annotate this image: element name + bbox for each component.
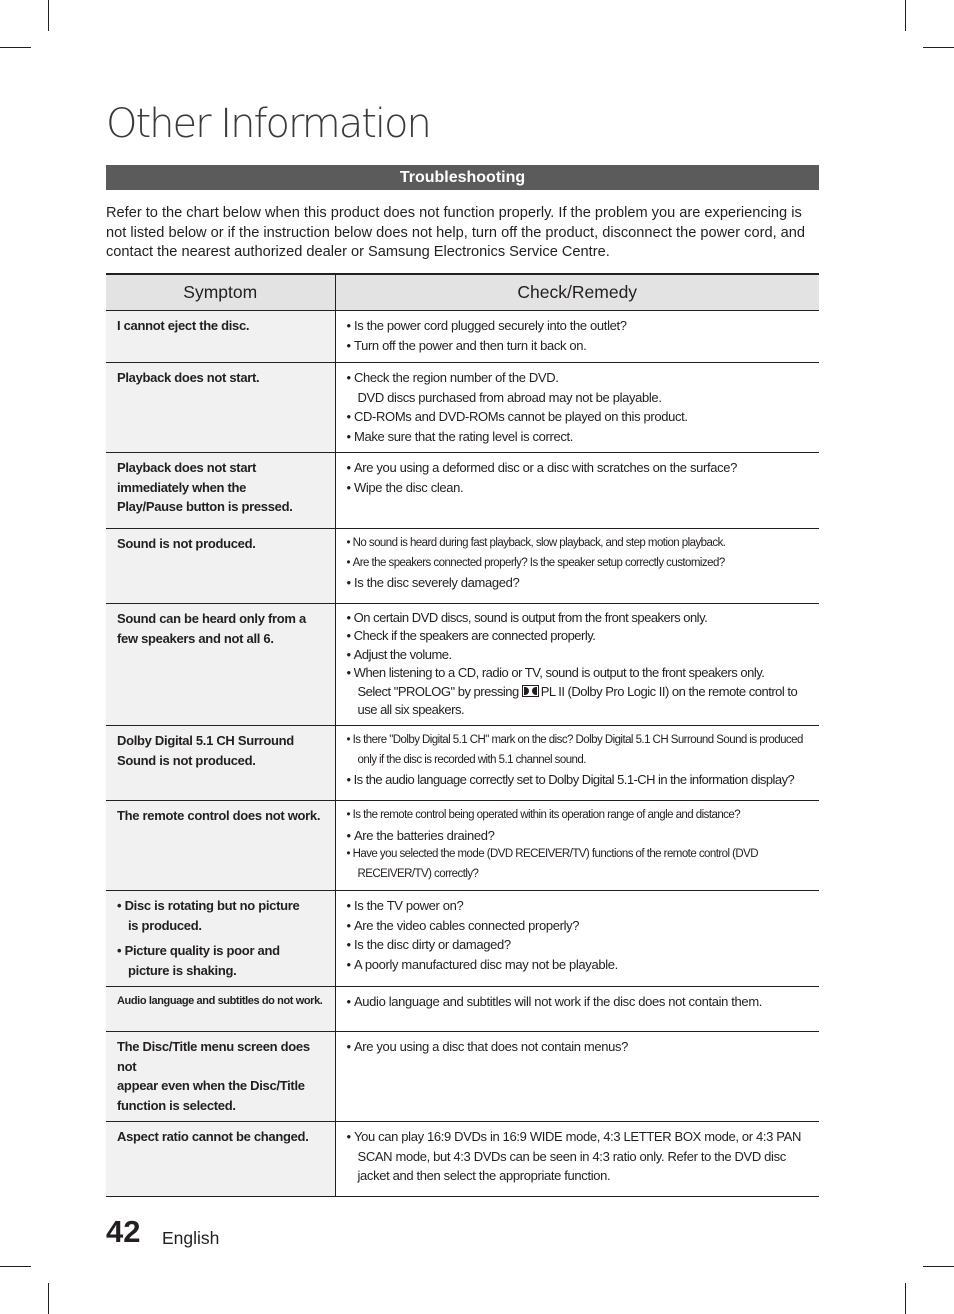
table-row — [106, 891, 819, 987]
symptom-cell — [106, 529, 335, 604]
remedy-cell — [335, 1122, 819, 1197]
remedy-cell — [335, 726, 819, 801]
crop-mark — [923, 1266, 954, 1267]
remedy-item: • Make sure that the rating level is correct. — [347, 427, 814, 447]
symptom-text: appear even when the Disc/Title — [117, 1078, 305, 1094]
crop-mark — [48, 1283, 49, 1314]
table-row — [106, 363, 819, 453]
remedy-item: • Is the audio language correctly set to Dolby Digital 5.1-CH in the information display? — [347, 770, 814, 790]
remedy-cell — [335, 604, 819, 726]
symptom-cell — [106, 801, 335, 891]
symptom-text: • Picture quality is poor and picture is shaking. — [117, 941, 305, 980]
table-row — [106, 726, 819, 801]
remedy-item: • Is the remote control being operated within its operation range of angle and distance? — [347, 806, 814, 826]
remedy-item: • Wipe the disc clean. — [347, 478, 814, 498]
symptom-text: • Disc is rotating but no picture is produced. — [117, 896, 305, 935]
remedy-header: Check/Remedy — [335, 274, 819, 311]
remedy-text: DVD discs purchased from abroad may not be playable. — [357, 389, 662, 405]
remedy-item: • Are the speakers connected properly? Is the speaker setup correctly customized? — [347, 554, 814, 574]
remedy-cell — [335, 891, 819, 987]
symptom-cell — [106, 1032, 335, 1122]
intro-paragraph: Refer to the chart below when this product does not function properly. If the problem you are experiencing is not listed below or if the instruction below does not help, turn off the product, disconnect the power cord, and contact the nearest authorized dealer or Samsung Electronics Service Centre. — [106, 205, 806, 261]
table-header-row — [106, 274, 819, 311]
symptom-cell — [106, 453, 335, 529]
remedy-item: • Have you selected the mode (DVD RECEIVER/TV) functions of the remote control (DVD RECEIVER/TV) correctly? — [347, 845, 814, 884]
remedy-item: • Is there "Dolby Digital 5.1 CH" mark on the disc? Dolby Digital 5.1 CH Surround Sound is produced only if the disc is recorded with 5.1 channel sound. — [347, 731, 814, 770]
crop-mark — [0, 47, 31, 48]
remedy-cell — [335, 311, 819, 363]
table-row — [106, 311, 819, 363]
table-row — [106, 801, 819, 891]
table-row — [106, 1122, 819, 1197]
remedy-item: • Check if the speakers are connected properly. — [347, 627, 814, 645]
remedy-text: Select "PROLOG" by pressing — [357, 683, 519, 699]
symptom-text: Sound is not produced. — [117, 536, 256, 551]
remedy-item: • You can play 16:9 DVDs in 16:9 WIDE mode, 4:3 LETTER BOX mode, or 4:3 PAN SCAN mode, but 4:3 DVDs can be seen in 4:3 ratio only. Refer to the DVD disc jacket and then select the appropriate function. — [347, 1127, 814, 1186]
symptom-text: Playback does not start — [117, 460, 257, 475]
remedy-item: • Adjust the volume. — [347, 646, 814, 664]
remedy-cell — [335, 1032, 819, 1122]
symptom-cell — [106, 891, 335, 987]
dolby-double-d-icon — [522, 685, 539, 697]
remedy-cell — [335, 453, 819, 529]
page-title: Other Information — [106, 101, 430, 147]
remedy-item: • Are the video cables connected properly? — [347, 916, 814, 936]
remedy-item: • Is the TV power on? — [347, 896, 814, 916]
remedy-item: • On certain DVD discs, sound is output from the front speakers only. — [347, 609, 814, 627]
symptom-text: function is selected. — [117, 1097, 236, 1113]
remedy-cell — [335, 801, 819, 891]
symptom-text: Sound is not produced. — [117, 752, 256, 768]
remedy-item: • Is the disc severely damaged? — [347, 573, 814, 593]
crop-mark — [905, 1283, 906, 1314]
remedy-item: • Are you using a disc that does not contain menus? — [347, 1037, 814, 1057]
symptom-text: I cannot eject the disc. — [117, 318, 250, 333]
remedy-item: • CD-ROMs and DVD-ROMs cannot be played on this product. — [347, 407, 814, 427]
table-row — [106, 987, 819, 1032]
remedy-item — [347, 664, 814, 719]
symptom-cell — [106, 726, 335, 801]
remedy-item: • Turn off the power and then turn it back on. — [347, 336, 814, 356]
crop-mark — [923, 47, 954, 48]
page-language: English — [162, 1228, 220, 1248]
symptom-cell — [106, 311, 335, 363]
symptom-cell — [106, 1122, 335, 1197]
troubleshooting-table — [106, 273, 819, 1197]
symptom-text: The Disc/Title menu screen does not — [117, 1039, 310, 1074]
symptom-text: Playback does not start. — [117, 370, 260, 385]
symptom-text: The remote control does not work. — [117, 808, 321, 824]
remedy-item: • A poorly manufactured disc may not be playable. — [347, 955, 814, 975]
symptom-text: Audio language and subtitles do not work. — [117, 995, 323, 1008]
remedy-item: • Is the power cord plugged securely into the outlet? — [347, 316, 814, 336]
remedy-text: Check the region number of the DVD. — [353, 370, 559, 385]
remedy-item: • No sound is heard during fast playback, slow playback, and step motion playback. — [347, 534, 814, 554]
table-row — [106, 453, 819, 529]
crop-mark — [48, 0, 49, 31]
table-row — [106, 1032, 819, 1122]
symptom-text: immediately when the — [117, 479, 247, 495]
crop-mark — [905, 0, 906, 31]
symptom-text: few speakers and not all 6. — [117, 630, 274, 646]
crop-mark — [0, 1266, 31, 1267]
remedy-item: • Audio language and subtitles will not work if the disc does not contain them. — [347, 992, 814, 1012]
remedy-text: When listening to a CD, radio or TV, sound is output to the front speakers only. — [353, 665, 765, 681]
remedy-cell — [335, 363, 819, 453]
table-row — [106, 604, 819, 726]
symptom-text: Play/Pause button is pressed. — [117, 499, 293, 514]
remedy-text: PL II (Dolby Pro Logic II) on the remote control to use all six speakers. — [357, 683, 798, 718]
symptom-text: Aspect ratio cannot be changed. — [117, 1129, 309, 1145]
remedy-item: • Are you using a deformed disc or a disc with scratches on the surface? — [347, 458, 814, 478]
symptom-cell — [106, 363, 335, 453]
page-number: 42 — [106, 1214, 141, 1249]
remedy-item — [347, 368, 814, 407]
symptom-text: Sound can be heard only from a — [117, 611, 306, 626]
symptom-cell — [106, 987, 335, 1032]
section-heading: Troubleshooting — [106, 165, 819, 190]
table-row — [106, 529, 819, 604]
remedy-item: • Is the disc dirty or damaged? — [347, 935, 814, 955]
symptom-cell — [106, 604, 335, 726]
remedy-cell — [335, 529, 819, 604]
remedy-cell — [335, 987, 819, 1032]
remedy-item: • Are the batteries drained? — [347, 826, 814, 846]
symptom-text: Dolby Digital 5.1 CH Surround — [117, 733, 294, 749]
symptom-header: Symptom — [106, 274, 335, 311]
